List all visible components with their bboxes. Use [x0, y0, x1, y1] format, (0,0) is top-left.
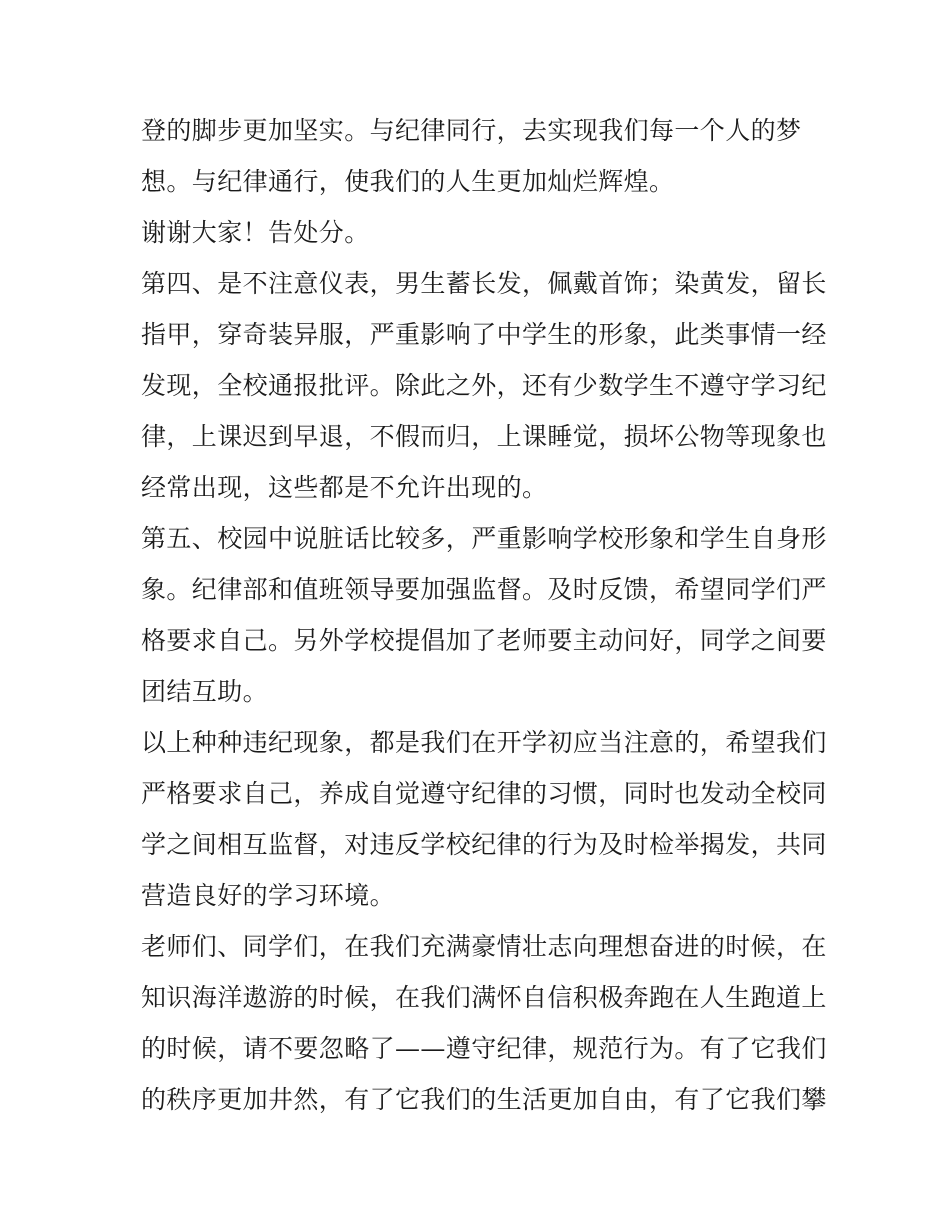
- text-line: 的秩序更加井然，有了它我们的生活更加自由，有了它我们攀: [141, 1085, 827, 1114]
- text-line: 律，上课迟到早退，不假而归，上课睡觉，损坏公物等现象也: [141, 422, 827, 451]
- text-line: 指甲，穿奇装异服，严重影响了中学生的形象，此类事情一经: [141, 320, 827, 349]
- text-line: 第五、校园中说脏话比较多，严重影响学校形象和学生自身形: [141, 524, 827, 553]
- text-line: 营造良好的学习环境。: [141, 881, 396, 910]
- text-line: 第四、是不注意仪表，男生蓄长发，佩戴首饰；染黄发，留长: [141, 269, 827, 298]
- text-line: 严格要求自己，养成自觉遵守纪律的习惯，同时也发动全校同: [141, 779, 827, 808]
- text-line: 发现，全校通报批评。除此之外，还有少数学生不遵守学习纪: [141, 371, 827, 400]
- text-line: 经常出现，这些都是不允许出现的。: [141, 473, 548, 502]
- text-line: 的时候，请不要忽略了——遵守纪律，规范行为。有了它我们: [141, 1034, 827, 1063]
- text-line: 象。纪律部和值班领导要加强监督。及时反馈，希望同学们严: [141, 575, 827, 604]
- text-line: 知识海洋遨游的时候，在我们满怀自信积极奔跑在人生跑道上: [141, 983, 827, 1012]
- text-line: 谢谢大家！告处分。: [141, 218, 370, 247]
- document-body: [141, 105, 827, 1125]
- text-line: 团结互助。: [141, 677, 269, 706]
- text-line: 想。与纪律通行，使我们的人生更加灿烂辉煌。: [141, 167, 675, 196]
- text-line: 以上种种违纪现象，都是我们在开学初应当注意的，希望我们: [141, 728, 827, 757]
- text-line: 学之间相互监督，对违反学校纪律的行为及时检举揭发，共同: [141, 830, 827, 859]
- text-line: 登的脚步更加坚实。与纪律同行，去实现我们每一个人的梦: [141, 116, 802, 145]
- text-line: 格要求自己。另外学校提倡加了老师要主动问好，同学之间要: [141, 626, 827, 655]
- text-line: 老师们、同学们，在我们充满豪情壮志向理想奋进的时候，在: [141, 932, 827, 961]
